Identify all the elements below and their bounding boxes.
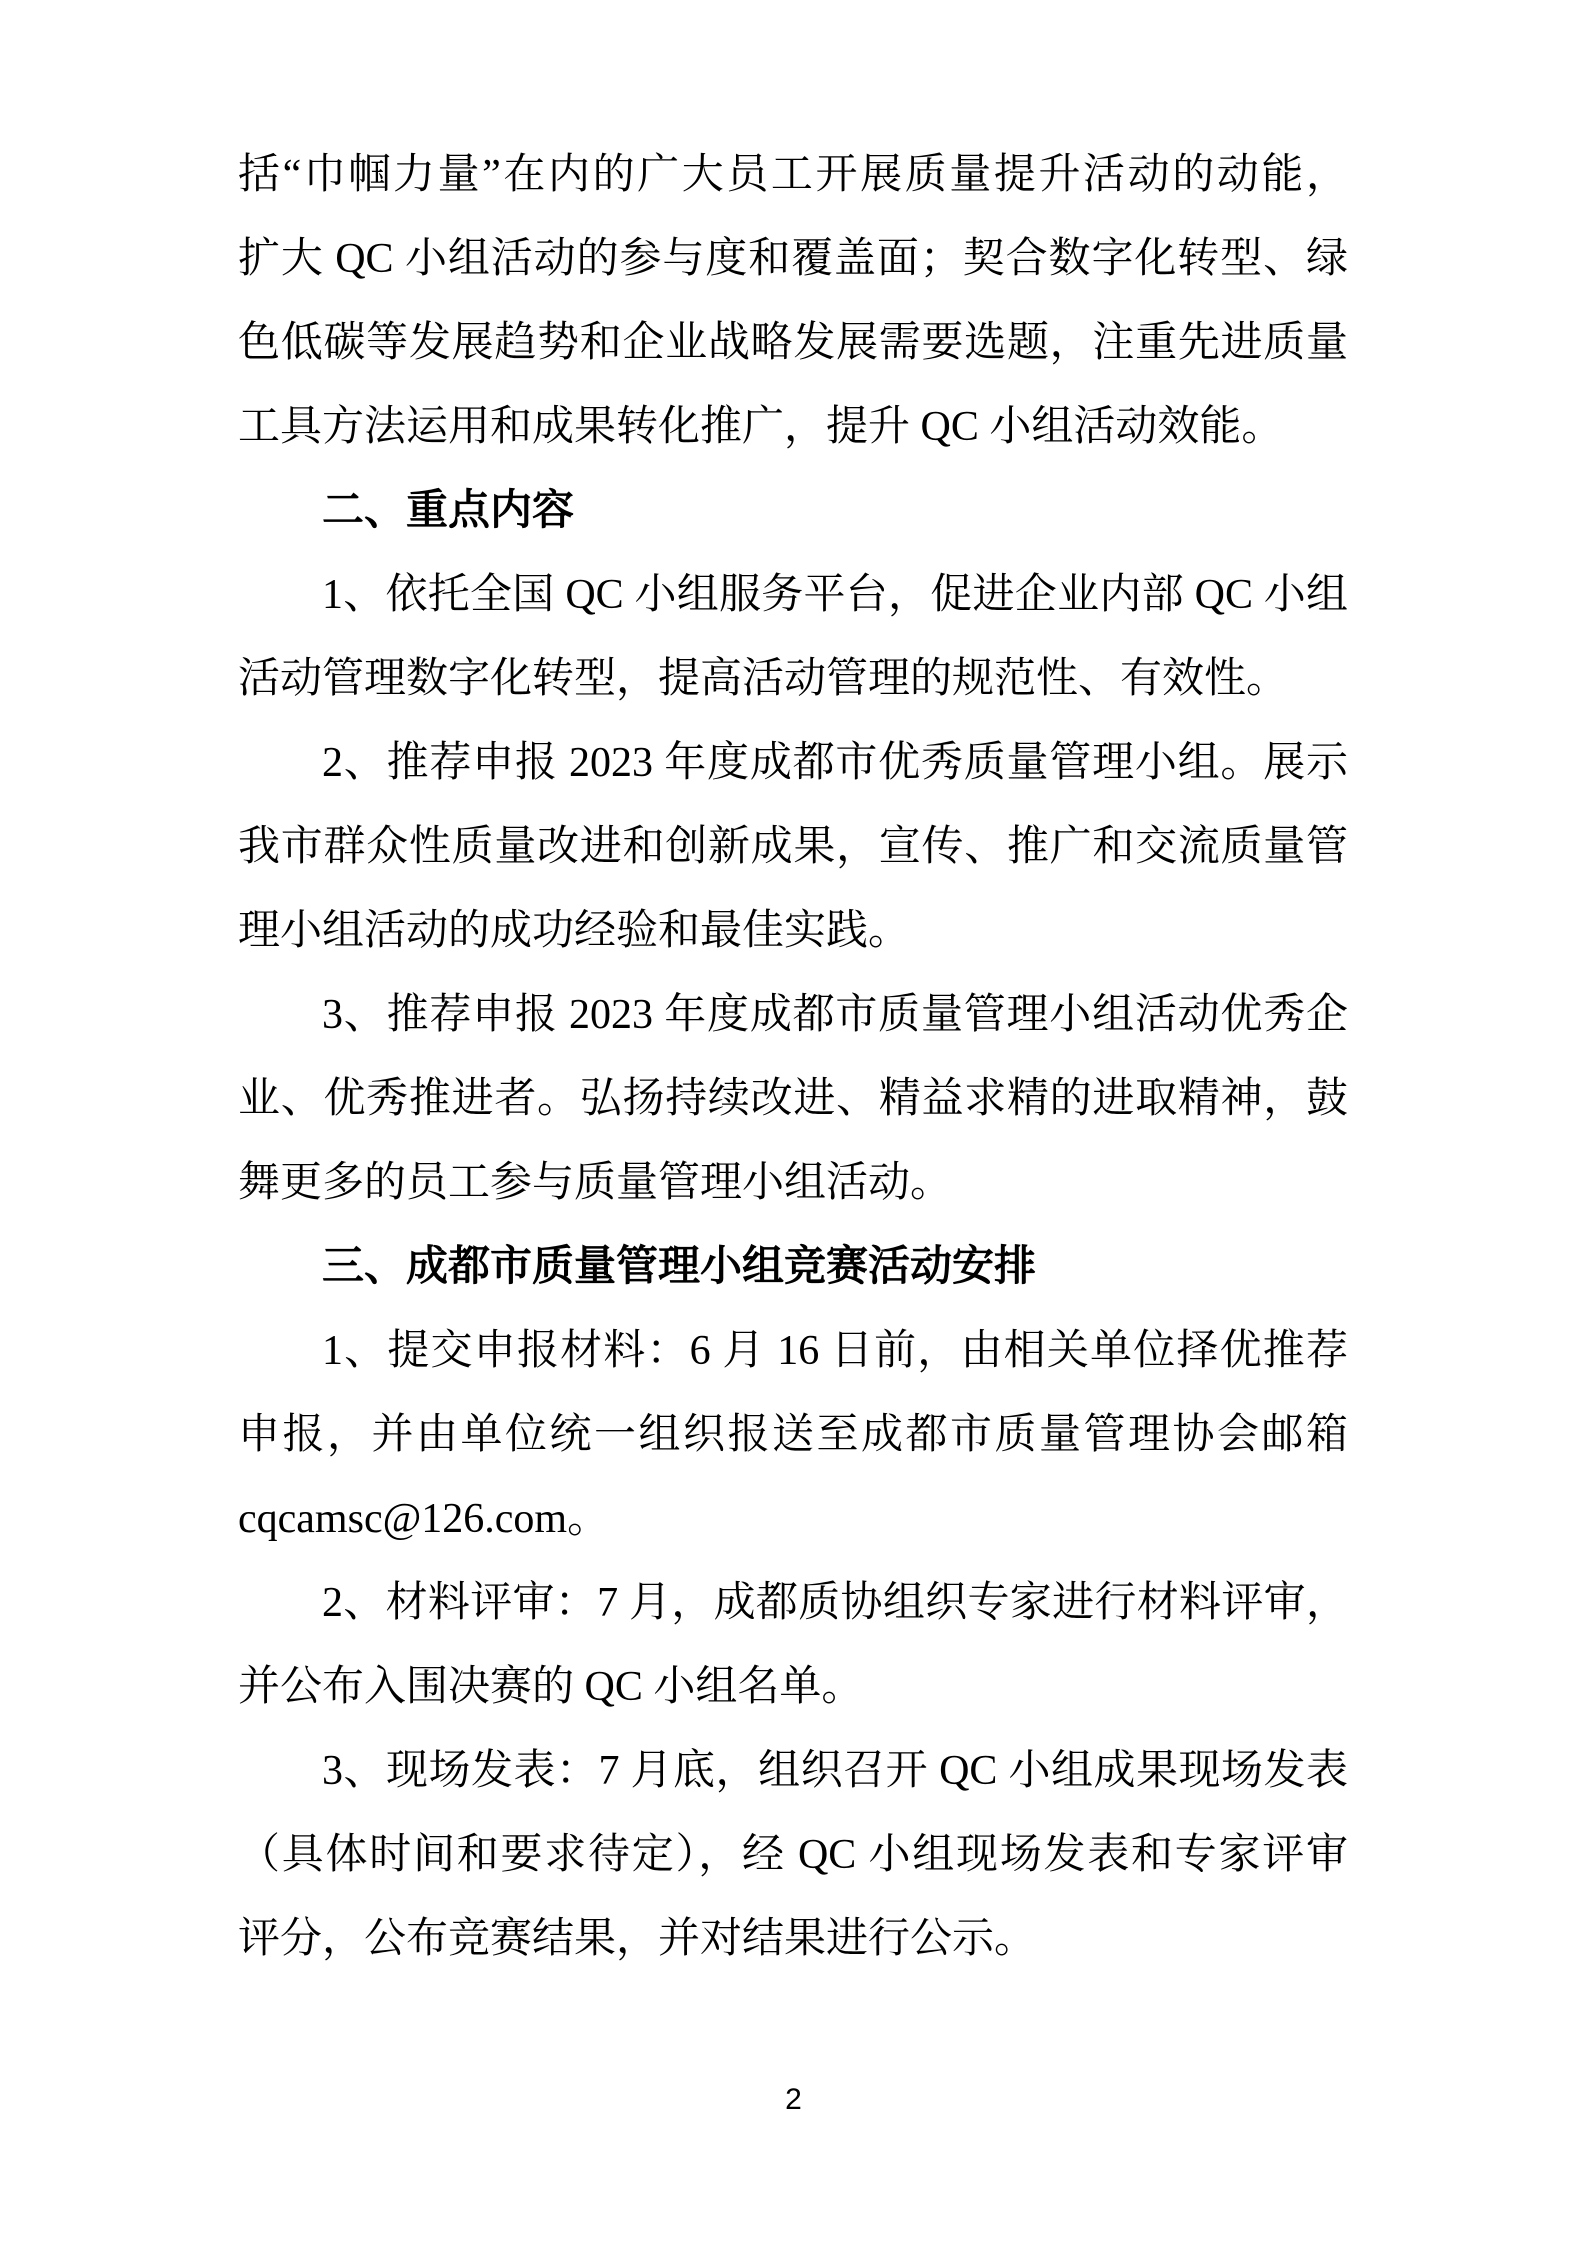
text-line: 申报，并由单位统一组织报送至成都市质量管理协会邮箱 <box>238 1412 1348 1458</box>
page-number: 2 <box>785 2083 802 2116</box>
text-line: cqcamsc@126.com。 <box>238 1496 610 1542</box>
text-line: 工具方法运用和成果转化推广，提升 QC 小组活动效能。 <box>238 404 1284 450</box>
text-line: 色低碳等发展趋势和企业战略发展需要选题，注重先进质量 <box>238 320 1348 366</box>
text-line: 2、推荐申报 2023 年度成都市优秀质量管理小组。展示 <box>322 740 1348 786</box>
text-line: 我市群众性质量改进和创新成果，宣传、推广和交流质量管 <box>238 824 1348 870</box>
text-line: 评分，公布竞赛结果，并对结果进行公示。 <box>238 1916 1037 1962</box>
text-line: 3、推荐申报 2023 年度成都市质量管理小组活动优秀企 <box>322 992 1348 1038</box>
section-heading-line: 二、重点内容 <box>322 488 575 534</box>
text-line: 活动管理数字化转型，提高活动管理的规范性、有效性。 <box>238 656 1289 702</box>
text-line: （具体时间和要求待定），经 QC 小组现场发表和专家评审 <box>238 1832 1348 1878</box>
text-line: 理小组活动的成功经验和最佳实践。 <box>238 908 911 954</box>
text-block <box>238 133 1348 1981</box>
section-heading-line: 三、成都市质量管理小组竞赛活动安排 <box>322 1244 1037 1290</box>
text-line: 舞更多的员工参与质量管理小组活动。 <box>238 1160 953 1206</box>
text-line: 2、材料评审：7 月，成都质协组织专家进行材料评审， <box>322 1580 1348 1626</box>
text-line: 并公布入围决赛的 QC 小组名单。 <box>238 1664 864 1710</box>
text-line: 扩大 QC 小组活动的参与度和覆盖面；契合数字化转型、绿 <box>238 236 1348 282</box>
text-line: 3、现场发表：7 月底，组织召开 QC 小组成果现场发表 <box>322 1748 1348 1794</box>
text-line: 括“巾帼力量”在内的广大员工开展质量提升活动的动能， <box>238 152 1348 198</box>
text-line: 业、优秀推进者。弘扬持续改进、精益求精的进取精神，鼓 <box>238 1076 1348 1122</box>
text-line: 1、依托全国 QC 小组服务平台，促进企业内部 QC 小组 <box>322 572 1348 618</box>
text-line: 1、提交申报材料：6 月 16 日前，由相关单位择优推荐 <box>322 1328 1348 1374</box>
